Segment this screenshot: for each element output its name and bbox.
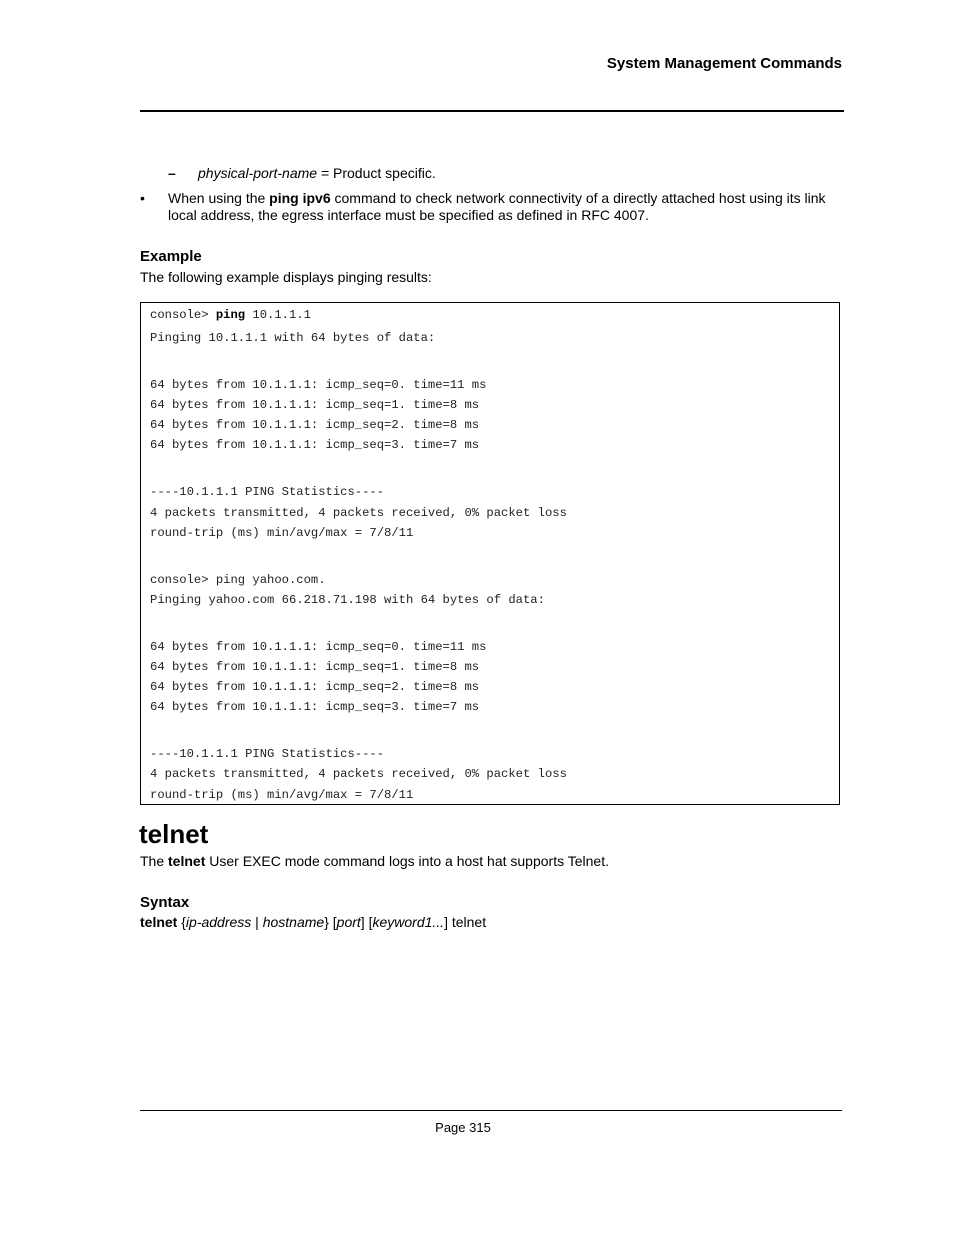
dash-marker: – — [168, 165, 176, 181]
term: physical-port-name — [198, 165, 318, 181]
code-line: round-trip (ms) min/avg/max = 7/8/11 — [150, 526, 414, 540]
footer-rule — [140, 1110, 842, 1111]
code-argument: 10.1.1.1 — [245, 308, 311, 322]
code-line: 64 bytes from 10.1.1.1: icmp_seq=2. time=8 ms — [150, 418, 480, 432]
code-line: ----10.1.1.1 PING Statistics---- — [150, 747, 385, 761]
syntax-heading: Syntax — [140, 894, 190, 911]
code-line: 64 bytes from 10.1.1.1: icmp_seq=1. time=8 ms — [150, 398, 480, 412]
code-line: 64 bytes from 10.1.1.1: icmp_seq=0. time=11 ms — [150, 378, 487, 392]
code-line — [150, 308, 311, 322]
syntax-punct: ] telnet — [444, 914, 487, 930]
syntax-punct: { — [177, 914, 186, 930]
example-heading: Example — [140, 248, 202, 265]
bullet-text-start: When using the — [168, 190, 270, 206]
dash-list-item — [168, 165, 436, 181]
syntax-punct: } [ — [324, 914, 337, 930]
page-number: Page 315 — [435, 1120, 491, 1135]
syntax-command: telnet — [140, 914, 178, 930]
desc-start: The — [140, 853, 169, 869]
code-line: 64 bytes from 10.1.1.1: icmp_seq=1. time=8 ms — [150, 660, 480, 674]
telnet-description — [140, 853, 609, 869]
bullet-marker: • — [140, 190, 145, 206]
code-line: 4 packets transmitted, 4 packets received, 0% packet loss — [150, 767, 567, 781]
code-line: 4 packets transmitted, 4 packets received, 0% packet loss — [150, 506, 567, 520]
code-line: console> ping yahoo.com. — [150, 573, 326, 587]
code-line: 64 bytes from 10.1.1.1: icmp_seq=0. time=11 ms — [150, 640, 487, 654]
code-line: Pinging yahoo.com 66.218.71.198 with 64 bytes of data: — [150, 593, 545, 607]
example-description: The following example displays pinging results: — [140, 269, 432, 285]
code-line: Pinging 10.1.1.1 with 64 bytes of data: — [150, 331, 436, 345]
code-line: 64 bytes from 10.1.1.1: icmp_seq=3. time=7 ms — [150, 438, 480, 452]
code-prompt: console> — [150, 308, 216, 322]
code-line: 64 bytes from 10.1.1.1: icmp_seq=3. time=7 ms — [150, 700, 480, 714]
code-line: round-trip (ms) min/avg/max = 7/8/11 — [150, 788, 414, 802]
code-line: ----10.1.1.1 PING Statistics---- — [150, 485, 385, 499]
syntax-arg: ip-address — [185, 914, 252, 930]
syntax-arg: hostname — [262, 914, 325, 930]
code-line: 64 bytes from 10.1.1.1: icmp_seq=2. time=8 ms — [150, 680, 480, 694]
term-definition: = Product specific. — [317, 165, 436, 181]
header-rule — [140, 110, 844, 112]
code-command: ping — [215, 308, 246, 322]
syntax-arg: keyword1... — [372, 914, 445, 930]
syntax-punct: ] [ — [360, 914, 373, 930]
section-heading-telnet: telnet — [139, 819, 209, 849]
syntax-line — [140, 914, 486, 930]
bullet-command: ping ipv6 — [269, 190, 331, 206]
desc-command: telnet — [168, 853, 206, 869]
bullet-text — [168, 190, 840, 224]
syntax-arg: port — [336, 914, 361, 930]
running-header: System Management Commands — [606, 55, 842, 72]
bullet-list-item — [140, 190, 840, 224]
desc-end: User EXEC mode command logs into a host hat supports Telnet. — [205, 853, 609, 869]
bullet-text-end: command to check network connectivity of a directly attached host using its link local address, the egress interface must be specified as defined in RFC 4007. — [168, 190, 826, 223]
syntax-punct: | — [251, 914, 263, 930]
code-example-box — [140, 302, 840, 805]
